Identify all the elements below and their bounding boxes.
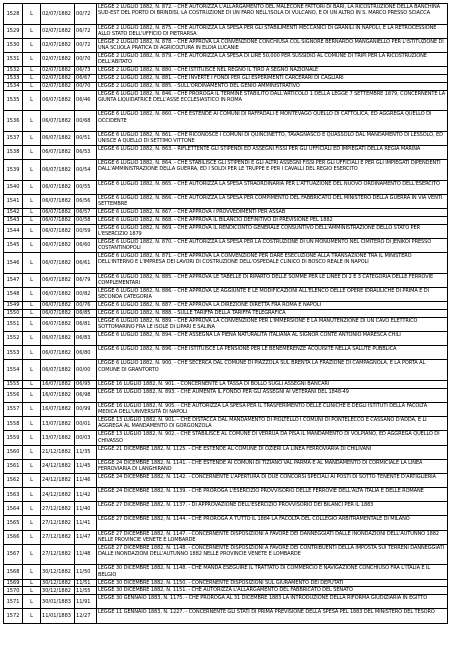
law-description: LEGGE 6 LUGLIO 1882, N. 894. - CHE ASSEGNA LA PIENA NATURALITÀ ITALIANA AL SIGNOR CONTE ANTONIO MARESCA CHILI: [97, 331, 448, 345]
law-date: 06/07/1882: [41, 160, 75, 181]
law-date: 30/12/1882: [41, 587, 75, 595]
record-number: 1550: [4, 309, 23, 317]
record-number: 1533: [4, 74, 23, 82]
table-row: [4, 273, 448, 287]
law-description: LEGGE 6 LUGLIO 1882, N. 846. - CHE PROROGA IL TERMINE STABILITO DALL'ARTICOLO 1 DELLA LEGGE 7 SETTEMBRE 1879, CONCERNENTE LA GIUNTA LIQUIDATRICE DELL'ASSE ECCLESIASTICO IN ROMA: [97, 90, 448, 111]
law-description: LEGGE 6 LUGLIO 1882, N. 887. - CHE APPROVA LA DIREZIONE DIRETTA FRA ROMA E NAPOLI: [97, 302, 448, 310]
law-date: 16/07/1882: [41, 380, 75, 388]
law-date: 06/07/1882: [41, 287, 75, 301]
table-row: [4, 417, 448, 431]
page-reference: 00/00: [75, 360, 97, 381]
page-reference: 00/54: [75, 160, 97, 181]
law-date: 06/07/1882: [41, 224, 75, 238]
page-reference: 11/50: [75, 565, 97, 579]
law-date: 02/07/1882: [41, 67, 75, 75]
record-number: 1556: [4, 388, 23, 402]
law-date: 06/07/1882: [41, 145, 75, 159]
series-code: L: [23, 530, 41, 544]
table-row: [4, 82, 448, 90]
law-description: LEGGE 30 DICEMBRE 1882, N. 1148. - CHE MANDA ESEGUIRE IL TRATTATO DI COMMERCIO E NAVIGAZIONE CONCHIUSO FRA L'ITALIA E IL BELGIO: [97, 565, 448, 579]
law-register-body: [4, 4, 448, 624]
page-reference: 00/72: [75, 38, 97, 52]
table-row: [4, 52, 448, 66]
law-date: 02/07/1882: [41, 74, 75, 82]
page-reference: 00/72: [75, 4, 97, 25]
series-code: L: [23, 273, 41, 287]
law-description: LEGGE 6 LUGLIO 1882, N. 860. - CHE ESTENDE AI COMUNI DI RAFFADALI E MONTEVAGO QUELLO DI CATTOLICA, ED AGGREGA QUELLO DI OCCIDENTE: [97, 111, 448, 132]
page-reference: 06/56: [75, 194, 97, 208]
table-row: [4, 595, 448, 609]
page-reference: 11/91: [75, 595, 97, 609]
table-row: [4, 445, 448, 459]
table-row: [4, 360, 448, 381]
law-description: LEGGE 6 LUGLIO 1882, N. 889. - CHE APPROVA LA CONVENZIONE PER L'IMMERSIONE E LA MANUTENZIONE DI UN CAVO ELETTRICO SOTTOMARINO FRA LE ISOLE DI LIPARI E SALINA: [97, 317, 448, 331]
law-description: LEGGE 6 LUGLIO 1882, N. 871. - CHE APPROVA LA CONVENZIONE PER DARE ESECUZIONE ALLA TRANSAZIONE TRA IL MINISTERO DELL'INTERNO E L'IMPRESA DEI LAVORI DI COSTRUZIONE DELL'OSPEDALE CLINICO DI BOSCO REALE IN NAPOLI: [97, 253, 448, 274]
series-code: L: [23, 502, 41, 516]
record-number: 1537: [4, 131, 23, 145]
series-code: L: [23, 388, 41, 402]
law-date: 06/07/1882: [41, 216, 75, 224]
law-description: LEGGE 16 LUGLIO 1882, N. 905. - CHE AUTORIZZA LA SPESA PER IL TRASFERIMENTO DELLE CLINICHE E DEGLI ISTITUTI DELLA FACOLTÀ MEDICA DELL'UNIVERSITÀ DI NAPOLI: [97, 402, 448, 416]
law-date: 06/07/1882: [41, 208, 75, 216]
law-date: 06/07/1882: [41, 111, 75, 132]
page-reference: 06/95: [75, 380, 97, 388]
law-description: LEGGE 24 DICEMBRE 1882, N. 1141. - CHE ESTENDE AI COMUNI DI TIZIANO VAL PARMA E AL MANDAMENTO DI CORMICIALE LA LINEA FERROVIARIA DI LANGHIRANO: [97, 459, 448, 473]
law-date: 02/07/1882: [41, 24, 75, 38]
series-code: L: [23, 111, 41, 132]
table-row: [4, 238, 448, 252]
series-code: L: [23, 579, 41, 587]
series-code: L: [23, 565, 41, 579]
series-code: L: [23, 317, 41, 331]
table-row: [4, 180, 448, 194]
law-date: 13/07/1882: [41, 417, 75, 431]
series-code: L: [23, 131, 41, 145]
law-description: LEGGE 21 DICEMBRE 1882, N. 1125. - CHE ESTENDE AL COMUNE DI OZIERI LA LINEA FERROVIARIA DI CHILIVANI: [97, 445, 448, 459]
record-number: 1564: [4, 502, 23, 516]
law-date: 24/12/1882: [41, 488, 75, 502]
series-code: L: [23, 587, 41, 595]
page-reference: 00/82: [75, 287, 97, 301]
law-date: 06/07/1882: [41, 309, 75, 317]
page-reference: 00/59: [75, 224, 97, 238]
record-number: 1536: [4, 111, 23, 132]
table-row: [4, 388, 448, 402]
law-date: 11/01/1883: [41, 609, 75, 623]
table-row: [4, 38, 448, 52]
series-code: L: [23, 38, 41, 52]
law-description: LEGGE 6 LUGLIO 1882, N. 896. - CHE ISTITUISCE LA PENSIONE PER LE BENEMERENZE ACQUISITE NELLA SALUTE PUBBLICA: [97, 346, 448, 360]
law-description: LEGGE 27 DICEMBRE 1882, N. 1144. - CHE PROROGA A TUTTO IL 1884 LA FACOLTÀ DEL COLLEGIO ARBITRAMENTALE DI MILANO: [97, 516, 448, 530]
page-reference: 06/81: [75, 317, 97, 331]
series-code: L: [23, 90, 41, 111]
record-number: 1555: [4, 380, 23, 388]
table-row: [4, 224, 448, 238]
record-number: 1534: [4, 82, 23, 90]
table-row: [4, 309, 448, 317]
law-date: 06/07/1882: [41, 346, 75, 360]
law-date: 27/12/1882: [41, 502, 75, 516]
law-date: 06/07/1882: [41, 90, 75, 111]
law-date: 02/07/1882: [41, 38, 75, 52]
table-row: [4, 488, 448, 502]
law-description: LEGGE 6 LUGLIO 1882, N. 886. - CHE APPROVA LE AGGIUNTE E LE MODIFICAZIONI ALL'ELENCO DELLE OPERE IDRAULICHE DI PRIMA E DI SECONDA CATEGORIA: [97, 287, 448, 301]
table-row: [4, 346, 448, 360]
page-reference: 11/35: [75, 445, 97, 459]
page-reference: 06/72: [75, 24, 97, 38]
law-description: LEGGE 27 DICEMBRE 1882, N. 1147. - CONCERNENTE DISPOSIZIONI A FAVORE DEI DANNEGGIATI DALLE INONDAZIONI DELL'AUTUNNO 1882 NELLE PROVINCIE VENETE E LOMBARDE: [97, 530, 448, 544]
series-code: L: [23, 82, 41, 90]
law-description: LEGGE 11 GENNAIO 1883, N. 1227. - CONCERNENTE GLI STATI DI PRIMA PREVISIONE DELLA SPESA PEL 1883 DEL MINISTERO DEL TESORO: [97, 609, 448, 623]
record-number: 1559: [4, 431, 23, 445]
series-code: L: [23, 24, 41, 38]
law-description: LEGGE 2 LUGLIO 1882, N. 878. - CHE APPROVA LA CONVENZIONE CONCHIUSA COL SIGNORE BERNARDO MANGANIELLO PER L'ISTITUZIONE DI UNA SCUOLA PRATICA DI AGRICOLTURA IN ELOIA LUCANIE: [97, 38, 448, 52]
table-row: [4, 24, 448, 38]
page-reference: 06/53: [75, 145, 97, 159]
series-code: L: [23, 52, 41, 66]
table-row: [4, 544, 448, 565]
series-code: L: [23, 473, 41, 487]
record-number: 1545: [4, 238, 23, 252]
law-description: LEGGE 6 LUGLIO 1882, N. 888. - SULLE TARIFFA DELLA TARIFFA TELEGRAFICA: [97, 309, 448, 317]
page-reference: 11/46: [75, 473, 97, 487]
record-number: 1567: [4, 544, 23, 565]
table-row: [4, 516, 448, 530]
law-description: LEGGE 6 LUGLIO 1882, N. 864. - CHE STABILISCE GLI STIPENDI E GLI ALTRI ASSEGNI FISSI PER GLI UFFICIALI E PER GLI IMPIEGATI DIPENDENTI DALL'AMMINISTRAZIONE DELLA GUERRA, ED I SOLDI PER LE TRUPPE E PER I CAVALLI DEL REGIO ESERCITO: [97, 160, 448, 181]
table-row: [4, 530, 448, 544]
record-number: 1568: [4, 565, 23, 579]
law-date: 06/07/1882: [41, 331, 75, 345]
record-number: 1549: [4, 302, 23, 310]
page-reference: 11/40: [75, 502, 97, 516]
law-description: LEGGE 30 DICEMBRE 1882, N. 1150. - CONCERNENTE DISPOSIZIONI SUL GIURAMENTO DEI DEPUTATI: [97, 579, 448, 587]
record-number: 1572: [4, 609, 23, 623]
table-row: [4, 111, 448, 132]
record-number: 1531: [4, 52, 23, 66]
record-number: 1547: [4, 273, 23, 287]
record-number: 1565: [4, 516, 23, 530]
record-number: 1553: [4, 346, 23, 360]
law-date: 06/07/1882: [41, 238, 75, 252]
series-code: L: [23, 253, 41, 274]
series-code: L: [23, 216, 41, 224]
record-number: 1542: [4, 208, 23, 216]
law-date: 06/07/1882: [41, 180, 75, 194]
law-date: 02/07/1882: [41, 4, 75, 25]
page-reference: 11/41: [75, 516, 97, 530]
record-number: 1566: [4, 530, 23, 544]
table-row: [4, 145, 448, 159]
law-date: 06/07/1882: [41, 194, 75, 208]
page-reference: 00/03: [75, 431, 97, 445]
law-description: LEGGE 2 LUGLIO 1882, N. 880. - CHE ISTITUISCE NEL REGNO IL TIRO A SEGNO NAZIONALE: [97, 67, 448, 75]
law-description: LEGGE 6 LUGLIO 1882, N. 868. - CHE APPROVA IL BILANCIO DEFINITIVO DI PREVISIONE PEL 1882: [97, 216, 448, 224]
record-number: 1561: [4, 459, 23, 473]
page-reference: 00/68: [75, 111, 97, 132]
record-number: 1558: [4, 417, 23, 431]
series-code: L: [23, 402, 41, 416]
law-description: LEGGE 6 LUGLIO 1882, N. 900. - CHE SECERCA DAL COMUNE DI PIAZZOLA SUL BRENTA LA FRAZIONE DI CAMPAGNOLA, E LA PORTA AL COMUNE DI GRANTORTO: [97, 360, 448, 381]
table-row: [4, 67, 448, 75]
law-date: 27/12/1882: [41, 544, 75, 565]
table-row: [4, 609, 448, 623]
law-description: LEGGE 24 DICEMBRE 1882, N. 1139. - CHE PROROGA L'ESERCIZIO PROVVISORIO DELLE FERROVIE DELL'ALTA ITALIA E DELLE ROMANE: [97, 488, 448, 502]
record-number: 1563: [4, 488, 23, 502]
page-reference: 06/98: [75, 388, 97, 402]
law-date: 06/07/1882: [41, 273, 75, 287]
page-reference: 12/27: [75, 609, 97, 623]
law-date: 02/07/1882: [41, 52, 75, 66]
law-description: LEGGE 13 LUGLIO 1882, N. 902. - CHE STABILISCE AL COMUNE DI VERRUA DA PISA IL MANDAMENTO DI VOLPIANO, ED AGGREGA QUELLO DI CHIVASSO: [97, 431, 448, 445]
law-description: LEGGE 6 LUGLIO 1882, N. 870. - CHE AUTORIZZA LA SPESA PER LA COSTRUZIONE DI UN MONUMENTO NEL CIMITERO DI JENIKOI PRESSO COSTANTINOPOLI: [97, 238, 448, 252]
law-description: LEGGE 6 LUGLIO 1882, N. 885. - CHE APPROVA LE TABELLE DI RIPARTO DELLE SOMME PER LE LINEE DI 2 E 3 CATEGORIA DELLE FERROVIE COMPLEMENTARI: [97, 273, 448, 287]
law-date: 06/07/1882: [41, 317, 75, 331]
law-description: LEGGE 6 LUGLIO 1882, N. 866. - CHE AUTORIZZA LA SPESA PER COMPIMENTO DEL FABBRICATO DEL MINISTERO DELLA GUERRA IN VIA VENTI SETTEMBRE: [97, 194, 448, 208]
page-reference: 06/61: [75, 253, 97, 274]
page-reference: 00/01: [75, 417, 97, 431]
table-row: [4, 194, 448, 208]
series-code: L: [23, 331, 41, 345]
law-description: LEGGE 16 LUGLIO 1882, N. 893. - CHE AUMENTA IL FONDO PER GLI ASSEGNI AI VETERANI DEL 1848-49: [97, 388, 448, 402]
law-description: LEGGE 30 GENNAIO 1883, N. 1175. - CHE PROROGA AL 31 DICEMBRE 1883 LA INTRODUZIONE DELLA RIFORMA GIUDIZIARIA IN EGITTO: [97, 595, 448, 609]
table-row: [4, 473, 448, 487]
series-code: L: [23, 180, 41, 194]
table-row: [4, 331, 448, 345]
table-row: [4, 287, 448, 301]
law-date: 06/07/1882: [41, 302, 75, 310]
record-number: 1551: [4, 317, 23, 331]
page-reference: 06/46: [75, 90, 97, 111]
law-register-table: [3, 3, 448, 624]
law-description: LEGGE 2 LUGLIO 1882, N. 879. - CHE AUTORIZZA LA SPESA DI LIRE 50,000 PER SUSSIDIO AL COMUNE DI TRIPI PER LA RICOSTRUZIONE DELL'ABITATO: [97, 52, 448, 66]
table-row: [4, 160, 448, 181]
law-date: 02/07/1882: [41, 82, 75, 90]
table-row: [4, 216, 448, 224]
law-description: LEGGE 24 DICEMBRE 1882, N. 1142. - CONCERNENTE L'APERTURA DI DUE CONCORSI SPECIALI AI POSTI DI SOTTO TENENTE D'ARTIGLIERIA: [97, 473, 448, 487]
series-code: L: [23, 208, 41, 216]
series-code: L: [23, 360, 41, 381]
record-number: 1557: [4, 402, 23, 416]
law-description: LEGGE 6 LUGLIO 1882, N. 869. - CHE APPROVA IL RENDICONTO GENERALE CONSUNTIVO DELL'AMMINISTRAZIONE DELLO STATO PER L'ESERCIZIO 1879: [97, 224, 448, 238]
page-reference: 06/60: [75, 238, 97, 252]
series-code: L: [23, 595, 41, 609]
page-reference: 11/55: [75, 587, 97, 595]
record-number: 1548: [4, 287, 23, 301]
page-reference: 06/85: [75, 309, 97, 317]
series-code: L: [23, 488, 41, 502]
series-code: L: [23, 287, 41, 301]
series-code: L: [23, 224, 41, 238]
record-number: 1544: [4, 224, 23, 238]
law-date: 27/12/1882: [41, 516, 75, 530]
record-number: 1554: [4, 360, 23, 381]
record-number: 1546: [4, 253, 23, 274]
law-date: 16/07/1882: [41, 388, 75, 402]
record-number: 1569: [4, 579, 23, 587]
record-number: 1528: [4, 4, 23, 25]
page-reference: 06/73: [75, 67, 97, 75]
series-code: L: [23, 417, 41, 431]
series-code: L: [23, 309, 41, 317]
table-row: [4, 302, 448, 310]
law-description: LEGGE 16 LUGLIO 1882, N. 901. - CONCERNENTE LA TASSA DI BOLLO SUGLI ASSEGNI BANCARI: [97, 380, 448, 388]
record-number: 1552: [4, 331, 23, 345]
page-reference: 11/51: [75, 579, 97, 587]
law-date: 06/07/1882: [41, 131, 75, 145]
page-reference: 06/80: [75, 346, 97, 360]
table-row: [4, 4, 448, 25]
table-row: [4, 459, 448, 473]
law-description: LEGGE 6 LUGLIO 1882, N. 867. - CHE APPROVA I PROVVEDIMENTI PER ASSAB: [97, 208, 448, 216]
table-row: [4, 579, 448, 587]
page-reference: 00/99: [75, 402, 97, 416]
record-number: 1541: [4, 194, 23, 208]
law-description: LEGGE 2 LUGLIO 1882, N. 872. - CHE AUTORIZZA L'ALLARGAMENTO DEL MALECONE FATTORI DI BARI, LA RICOSTRUZIONE DELLA BANCHINA SUD-EST DEL PORTO DI BRINDISI, LA COSTRUZIONE DI UN FARO NELL'ISOLA DI VULCANO, E DI UN ALTRO IN S. MARCO PRESSO SCIACCA: [97, 4, 448, 25]
law-date: 30/01/1883: [41, 595, 75, 609]
page-reference: 06/57: [75, 208, 97, 216]
series-code: L: [23, 238, 41, 252]
record-number: 1562: [4, 473, 23, 487]
law-date: 24/12/1882: [41, 459, 75, 473]
record-number: 1539: [4, 160, 23, 181]
page-reference: 06/83: [75, 331, 97, 345]
law-date: 06/07/1882: [41, 253, 75, 274]
table-row: [4, 74, 448, 82]
record-number: 1530: [4, 38, 23, 52]
record-number: 1532: [4, 67, 23, 75]
law-description: LEGGE 6 LUGLIO 1882, N. 863. - RIFLETTENTE GLI STIPENDI ED ASSEGNI FISSI PER GLI UFFICIALI ED IMPIEGATI DELLA REGIA MARINA: [97, 145, 448, 159]
law-date: 06/07/1882: [41, 360, 75, 381]
series-code: L: [23, 302, 41, 310]
record-number: 1571: [4, 595, 23, 609]
law-description: LEGGE 6 LUGLIO 1882, N. 861. - CHE RICONOSCE I COMUNI DI QUINCINETTO, TAVAGNASCO E QUASSOLO DAL MANDAMENTO DI LESSOLO, ED UNISCE A QUELLO DI SETTIMO VITTONE: [97, 131, 448, 145]
record-number: 1543: [4, 216, 23, 224]
series-code: L: [23, 160, 41, 181]
table-row: [4, 380, 448, 388]
law-date: 16/07/1882: [41, 402, 75, 416]
series-code: L: [23, 431, 41, 445]
law-date: 21/12/1882: [41, 445, 75, 459]
series-code: L: [23, 67, 41, 75]
table-row: [4, 402, 448, 416]
series-code: L: [23, 194, 41, 208]
page-reference: 00/70: [75, 52, 97, 66]
law-description: LEGGE 27 DICEMBRE 1882, N. 1137. - DI APPROVAZIONE DELL'ESERCIZIO PROVVISORIO DEI BILANCI PER IL 1883: [97, 502, 448, 516]
page-reference: 00/58: [75, 216, 97, 224]
page-reference: 00/51: [75, 131, 97, 145]
table-row: [4, 587, 448, 595]
table-row: [4, 253, 448, 274]
page-reference: 11/45: [75, 459, 97, 473]
record-number: 1540: [4, 180, 23, 194]
page-reference: 06/67: [75, 74, 97, 82]
law-date: 13/07/1882: [41, 431, 75, 445]
law-date: 27/12/1882: [41, 530, 75, 544]
series-code: L: [23, 145, 41, 159]
law-description: LEGGE 13 LUGLIO 1882, N. 901. - CHE DISTACCA DAL MANDAMENTO DI PIOLTELLO I COMUNI DI PONTELECCO E CASSANO D'ADDA, E LI AGGREGA AL MANDAMENTO DI GORGONZOLA: [97, 417, 448, 431]
series-code: L: [23, 459, 41, 473]
record-number: 1538: [4, 145, 23, 159]
law-date: 30/12/1882: [41, 565, 75, 579]
record-number: 1570: [4, 587, 23, 595]
record-number: 1535: [4, 90, 23, 111]
table-row: [4, 431, 448, 445]
law-description: LEGGE 2 LUGLIO 1882, N. 875. - CHE AUTORIZZA LA SPESA PER GLI STABILIMENTI MECCANICI DI GRANILI IN NAPOLI, E LA RETROCESSIONE ALLO STATO DELL'UFFICIO DI PIETRARSA: [97, 24, 448, 38]
page-reference: 00/76: [75, 302, 97, 310]
series-code: L: [23, 445, 41, 459]
law-description: LEGGE 6 LUGLIO 1882, N. 865. - CHE AUTORIZZA LA SPESA STRAORDINARIA PER L'ATTUAZIONE DEL NUOVO ORDINAMENTO DELL'ESERCITO: [97, 180, 448, 194]
law-description: LEGGE 2 LUGLIO 1882, N. 881. - CHE INVERTE I FONDI PER GLI ESPERIMENTI CARCERARI DI CAGLIARI: [97, 74, 448, 82]
table-row: [4, 565, 448, 579]
series-code: L: [23, 346, 41, 360]
law-description: LEGGE 30 DICEMBRE 1882, N. 1151. - CHE AUTORIZZA L'ALLARGAMENTO DEL FABBRICATO DEL SENATO: [97, 587, 448, 595]
law-date: 24/12/1882: [41, 473, 75, 487]
series-code: L: [23, 4, 41, 25]
table-row: [4, 131, 448, 145]
table-row: [4, 90, 448, 111]
series-code: L: [23, 544, 41, 565]
table-row: [4, 208, 448, 216]
page-reference: 11/48: [75, 544, 97, 565]
page-reference: 00/70: [75, 82, 97, 90]
record-number: 1560: [4, 445, 23, 459]
page-reference: 11/42: [75, 488, 97, 502]
series-code: L: [23, 380, 41, 388]
series-code: L: [23, 609, 41, 623]
law-description: LEGGE 27 DICEMBRE 1882, N. 1148. - CONCERNENTE DISPOSIZIONI A FAVORE DEI CONTRIBUENTI DELLA IMPOSTA SUI TERRENI DANNEGGIATI DALLE INONDAZIONI DELL'AUTUNNO 1882 NELLE PROVINCIE VENETE E LOMBARDE: [97, 544, 448, 565]
law-date: 30/12/1882: [41, 579, 75, 587]
law-description: LEGGE 2 LUGLIO 1882, N. 885. - SULL'ORDINAMENTO DEL GENIO AMMINISTRATIVO: [97, 82, 448, 90]
page-reference: 00/55: [75, 180, 97, 194]
table-row: [4, 317, 448, 331]
table-row: [4, 502, 448, 516]
record-number: 1529: [4, 24, 23, 38]
page-reference: 11/47: [75, 530, 97, 544]
page-reference: 06/79: [75, 273, 97, 287]
series-code: L: [23, 74, 41, 82]
series-code: L: [23, 516, 41, 530]
